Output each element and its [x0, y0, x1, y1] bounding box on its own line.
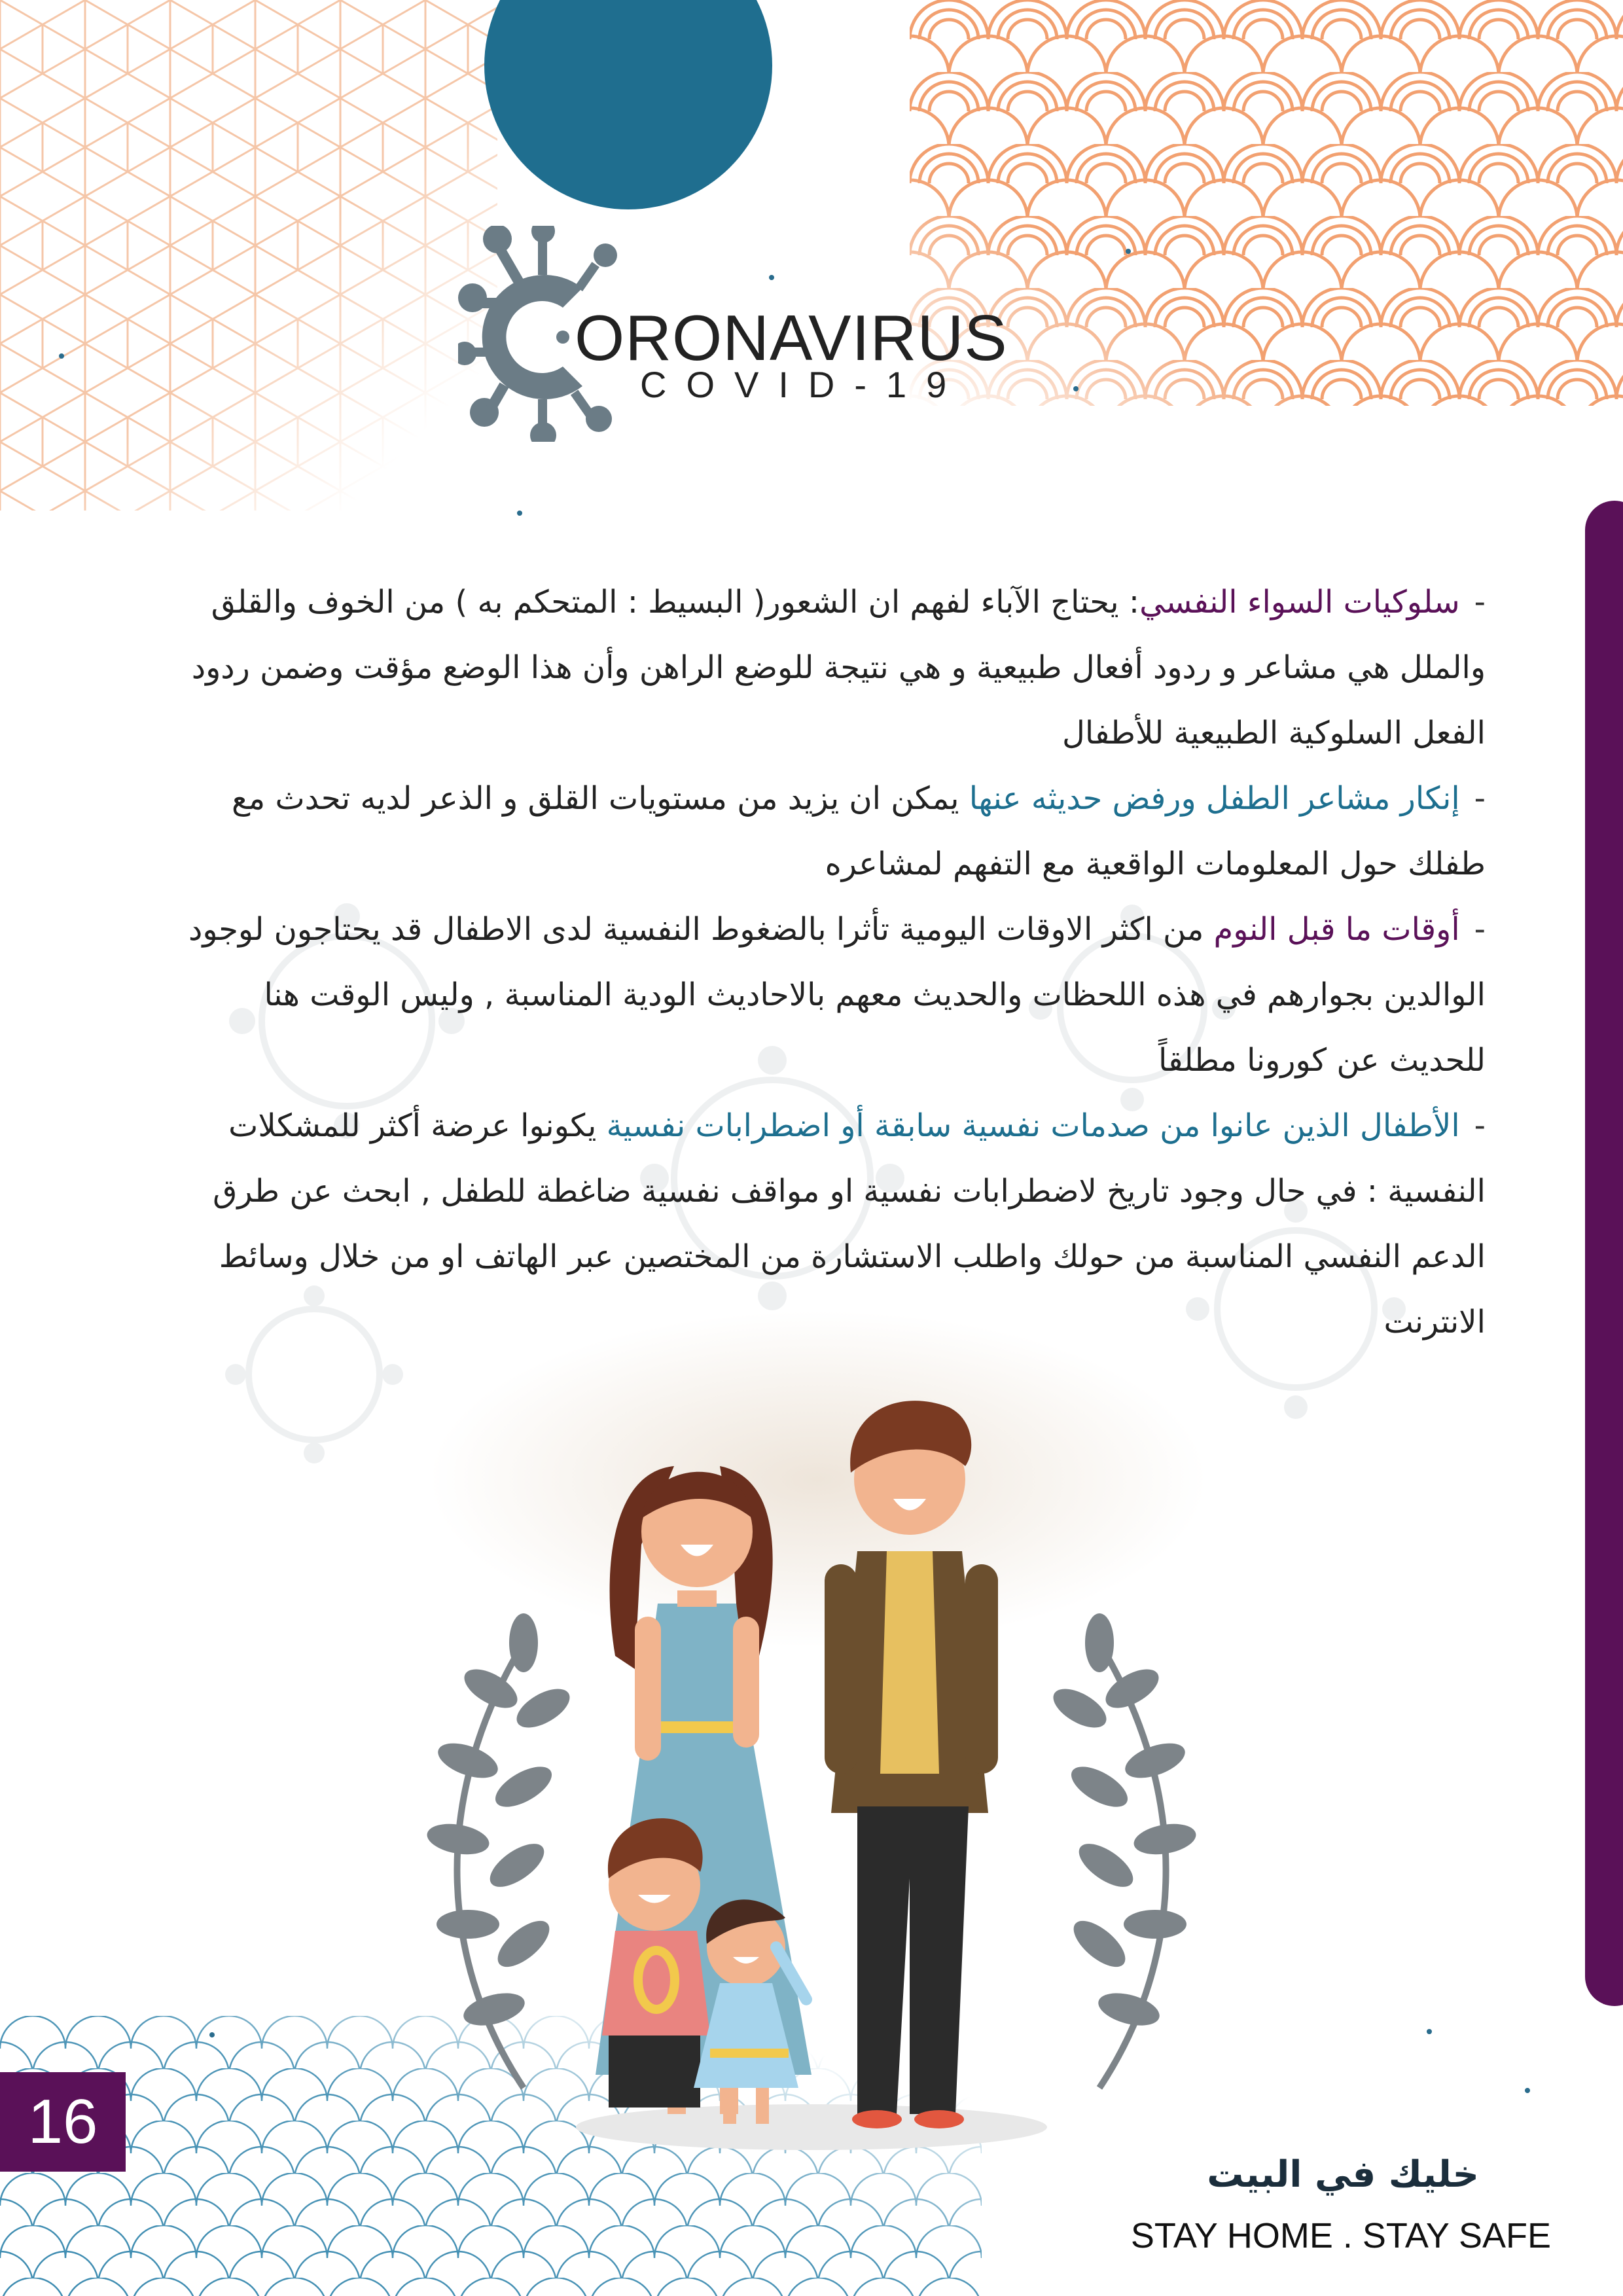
decorative-dot — [517, 511, 522, 516]
side-accent-bar — [1585, 501, 1623, 2006]
paragraph-psychological-normality: -سلوكيات السواء النفسي: يحتاج الآباء لفهم ان الشعور( البسيط : المتحكم به ) من الخوف والقلق والملل هي مشاعر و ردود أفعال طبيعية و هي نتيجة للوضع الراهن وأن هذا الوضع مؤقت وضمن ردود الفعل السلوكية الطبيعية للأطفال — [191, 584, 1486, 751]
article-body — [164, 569, 1486, 1355]
slogan-arabic: خليك في البيت — [1207, 2153, 1479, 2196]
keyword: سلوكيات السواء النفسي — [1139, 584, 1460, 620]
son-figure — [602, 1818, 710, 2108]
decorative-dot — [209, 2032, 215, 2037]
paragraph-prior-trauma: -الأطفال الذين عانوا من صدمات نفسية سابقة أو اضطرابات نفسية يكونوا عرضة أكثر للمشكلات النفسية : في حال وجود تاريخ لاضطرابات نفسية او مواقف نفسية ضاغطة للطفل , ابحث عن طرق الدعم النفسي المناسبة من حولك واطلب الاستشارة من المختصين عبر الهاتف او من خلال وسائط الانترنت — [213, 1107, 1486, 1340]
decorative-dot — [59, 353, 64, 359]
keyword: أوقات ما قبل النوم — [1213, 911, 1460, 948]
father-figure — [825, 1401, 998, 2128]
laurel-wreath — [425, 1613, 1198, 2088]
keyword: إنكار مشاعر الطفل ورفض حديثه عنها — [969, 780, 1460, 817]
paragraph-text: يمكن ان يزيد من مستويات القلق و الذعر لديه تحدث مع طفلك حول المعلومات الواقعية مع التفهم لمشاعره — [231, 780, 1486, 882]
paragraph-text: من اكثر الاوقات اليومية تأثرا بالضغوط النفسية لدى الاطفال قد يحتاجون لوجود الوالدين بجوارهم في هذه اللحظات والحديث معهم بالاحاديث الودية المناسبة , وليس الوقت هنا للحديث عن كورونا مطلقاً — [188, 911, 1486, 1079]
decorative-dot — [1126, 249, 1131, 254]
paragraph-denial-of-feelings: -إنكار مشاعر الطفل ورفض حديثه عنها يمكن ان يزيد من مستويات القلق و الذعر لديه تحدث مع طفلك حول المعلومات الواقعية مع التفهم لمشاعره — [231, 780, 1486, 882]
title-covid: COVID-19 — [640, 364, 967, 405]
decorative-circle — [484, 0, 772, 209]
page-number: 16 — [0, 2072, 126, 2172]
paragraph-text: : يحتاج الآباء لفهم ان الشعور( البسيط : المتحكم به ) من الخوف والقلق والملل هي مشاعر و ردود أفعال طبيعية و هي نتيجة للوضع الراهن وأن هذا الوضع مؤقت وضمن ردود الفعل السلوكية الطبيعية للأطفال — [191, 584, 1486, 751]
title-coronavirus: ORONAVIRUS — [575, 302, 1008, 374]
decorative-dot — [769, 275, 774, 280]
keyword: الأطفال الذين عانوا من صدمات نفسية سابقة أو اضطرابات نفسية — [606, 1107, 1460, 1144]
family-illustration — [327, 1381, 1296, 2166]
scale-pattern-orange — [910, 0, 1623, 406]
paragraph-text: يكونوا عرضة أكثر للمشكلات النفسية : في حال وجود تاريخ لاضطرابات نفسية او مواقف نفسية ضاغطة للطفل , ابحث عن طرق الدعم النفسي المناسبة من حولك واطلب الاستشارة من المختصين عبر الهاتف او من خلال وسائط الانترنت — [213, 1107, 1486, 1340]
decorative-dot — [1073, 386, 1079, 391]
paragraph-bedtime: -أوقات ما قبل النوم من اكثر الاوقات اليومية تأثرا بالضغوط النفسية لدى الاطفال قد يحتاجون لوجود الوالدين بجوارهم في هذه اللحظات والحديث معهم بالاحاديث الودية المناسبة , وليس الوقت هنا للحديث عن كورونا مطلقاً — [188, 911, 1486, 1079]
geometric-grid-pattern — [0, 0, 497, 511]
decorative-dot — [1427, 2029, 1432, 2034]
decorative-dot — [1525, 2088, 1530, 2093]
slogan-english: STAY HOME . STAY SAFE — [1130, 2216, 1551, 2255]
